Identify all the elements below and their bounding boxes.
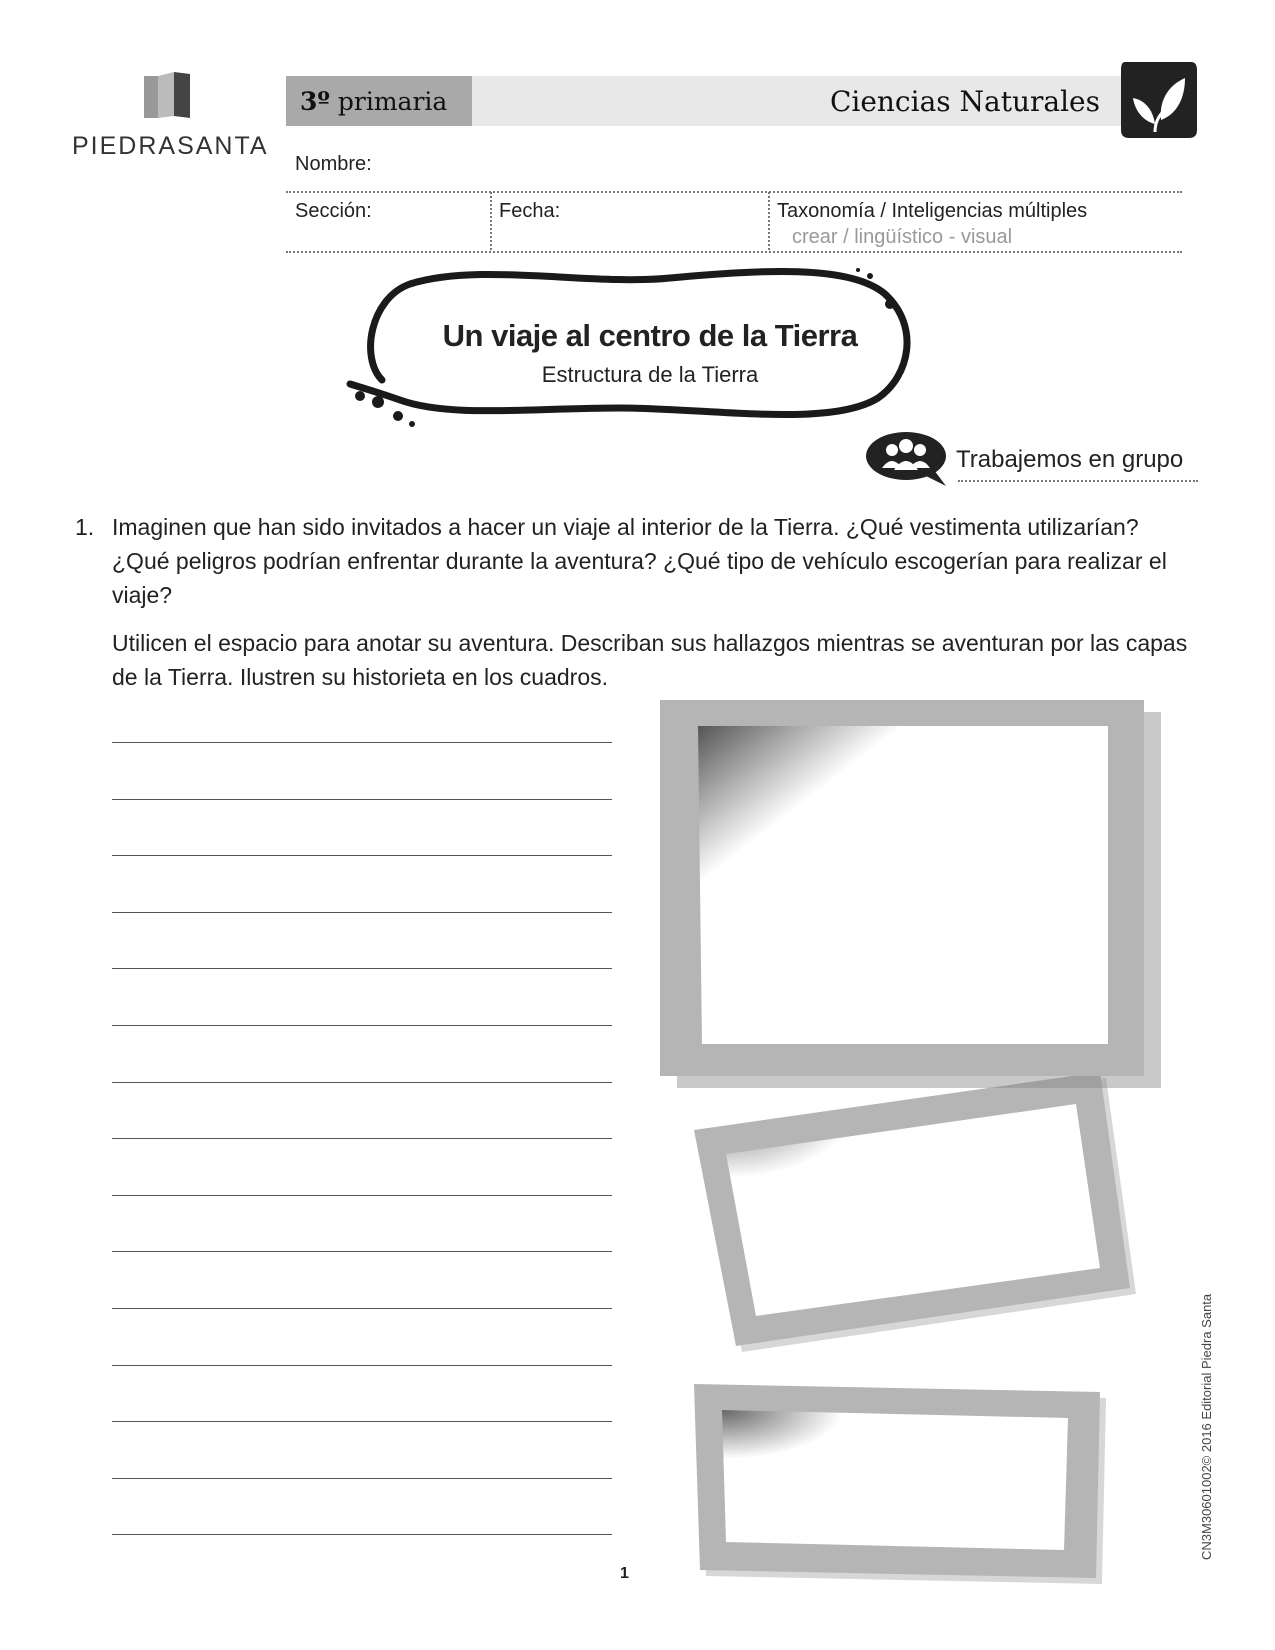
- page-title: Un viaje al centro de la Tierra: [442, 318, 858, 353]
- question-number: 1.: [75, 514, 95, 540]
- comic-frame-2[interactable]: [694, 1072, 1136, 1352]
- writing-line[interactable]: [112, 855, 612, 856]
- writing-line[interactable]: [112, 1478, 612, 1479]
- page-subtitle: Estructura de la Tierra: [541, 362, 759, 387]
- writing-line[interactable]: [112, 968, 612, 969]
- copyright-credit: CN3M30601002© 2016 Editorial Piedra Santa: [1199, 1293, 1214, 1560]
- writing-line[interactable]: [112, 1195, 612, 1196]
- subject-text: Ciencias Naturales: [829, 84, 1100, 118]
- writing-line[interactable]: [112, 1251, 612, 1252]
- writing-line[interactable]: [112, 1534, 612, 1535]
- writing-line[interactable]: [112, 1308, 612, 1309]
- comic-frame-1[interactable]: [660, 700, 1161, 1088]
- comic-frame-3[interactable]: [694, 1384, 1106, 1584]
- form-divider: [490, 192, 492, 250]
- brand-name: PIEDRASANTA: [72, 132, 269, 160]
- writing-line[interactable]: [112, 799, 612, 800]
- grade-text: primaria: [337, 86, 448, 116]
- form-divider: [286, 191, 1182, 193]
- subject-title: [472, 76, 1124, 126]
- comic-frames: [660, 700, 1190, 1600]
- fecha-label: Fecha:: [499, 200, 561, 222]
- form-divider: [768, 192, 770, 250]
- nombre-label: Nombre:: [295, 153, 372, 175]
- page-number: 1: [620, 1565, 629, 1582]
- question-text: Imaginen que han sido invitados a hacer un viaje al interior de la Tierra. ¿Qué vestimenta utilizarían? ¿Qué peligros podrían enfrentar durante la aventura? ¿Qué tipo de vehículo escogerían para realizar el viaje?: [112, 514, 1167, 608]
- grade-label: [286, 76, 472, 126]
- grade-number: 3º: [300, 86, 330, 116]
- group-underline: [958, 480, 1198, 482]
- leaf-icon: [1115, 58, 1199, 142]
- writing-line[interactable]: [112, 1025, 612, 1026]
- group-icon: [862, 430, 948, 486]
- taxonomia-label: Taxonomía / Inteligencias múltiples: [777, 200, 1088, 222]
- taxonomia-value: crear / lingüístico - visual: [792, 226, 1013, 248]
- form-divider: [286, 251, 1182, 253]
- writing-line[interactable]: [112, 912, 612, 913]
- question-instructions: Utilicen el espacio para anotar su aventura. Describan sus hallazgos mientras se aventuran por las capas de la Tierra. Ilustren su historieta en los cuadros.: [112, 630, 1188, 690]
- writing-line[interactable]: [112, 1421, 612, 1422]
- writing-line[interactable]: [112, 1082, 612, 1083]
- seccion-label: Sección:: [295, 200, 372, 222]
- writing-line[interactable]: [112, 1365, 612, 1366]
- group-work-label: Trabajemos en grupo: [956, 446, 1184, 473]
- writing-line[interactable]: [112, 742, 612, 743]
- writing-line[interactable]: [112, 1138, 612, 1139]
